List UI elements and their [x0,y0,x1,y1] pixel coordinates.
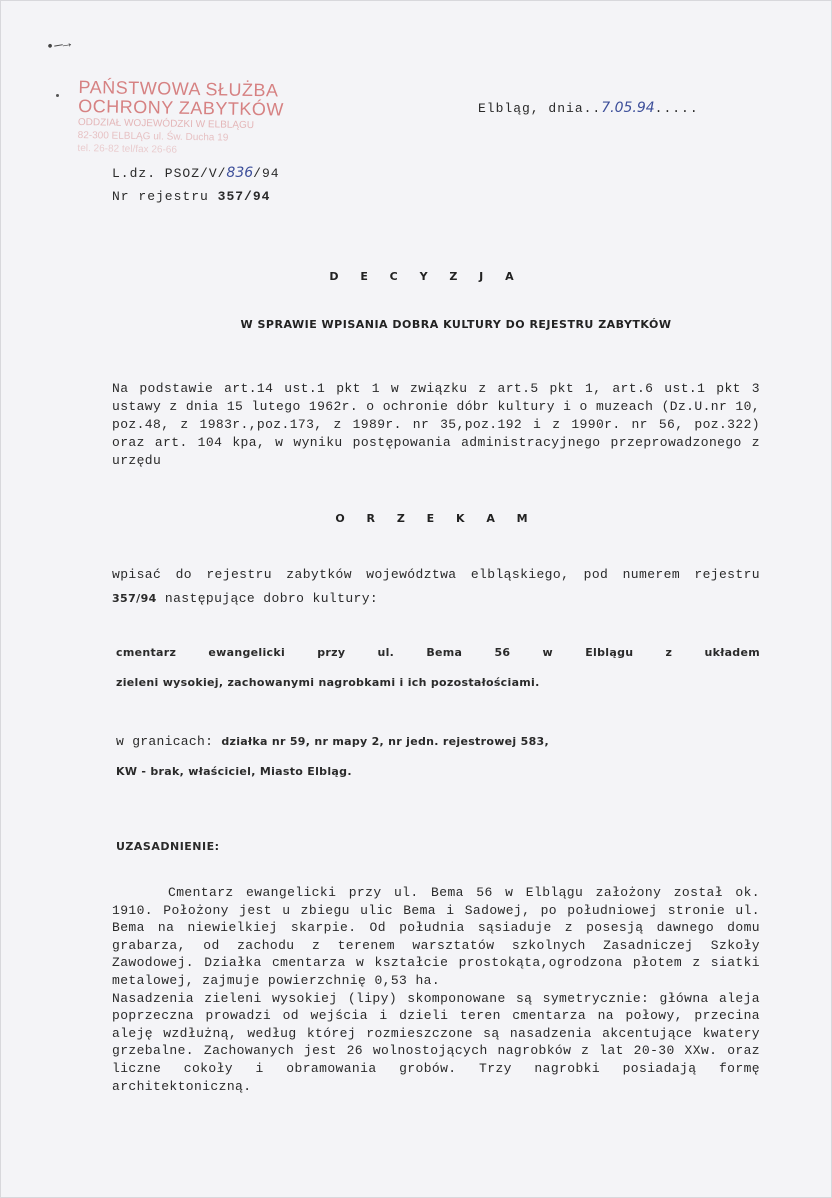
ruling-text-after: następujące dobro kultury: [164,591,379,606]
stamp-line-3: ODDZIAŁ WOJEWÓDZKI W ELBLĄGU [77,116,255,132]
bounds-block [116,727,760,787]
justification-part-1: Cmentarz ewangelicki przy ul. Bema 56 w Elblągu założony został ok. 1910. Położony jest u zbiegu ulic Bema i Sadowej, po południowej stronie ul. Bema na niewielkiej skarpie. Od południa sąsiaduje z posesją dawnego domu grabarza, od zachodu z terenem warsztatów szkolnych Zasadniczej Szkoły Zawodowej. Działka cmentarza w kształcie prostokąta,ogrodzona płotem z siatki metalowej, zajmuje powierzchnię 0,53 ha. [112,885,760,988]
object-line-2: zieleni wysokiej, zachowanymi nagrobkami i ich pozostałościami. [116,676,540,689]
place-date-suffix: ..... [654,101,699,116]
stamp-line-2: OCHRONY ZABYTKÓW [78,95,285,120]
place-and-date [478,100,699,116]
stamp-line-1: PAŃSTWOWA SŁUŻBA [78,76,279,101]
register-number: 357/94 [217,189,271,204]
bounds-owner: KW - brak, właściciel, Miasto Elbląg. [116,765,352,778]
bounds-line-1 [116,727,760,757]
object-line-1: cmentarz ewangelicki przy ul. Bema 56 w Elblągu z układem [116,646,760,659]
pen-mark: •—→ [44,35,73,57]
register-label: Nr rejestru [112,189,209,204]
legal-basis: Na podstawie art.14 ust.1 pkt 1 w związku z art.5 pkt 1, art.6 ust.1 pkt 3 ustawy z dnia 15 lutego 1962r. o ochronie dóbr kultury i o muzeach (Dz.U.nr 10, poz.48, z 1983r.,poz.173, z 1989r. nr 35,poz.192 i z 1990r. nr 56, poz.322) oraz art. 104 kpa, w wyniku postępowania administracyjnego przeprowadzonego z urzędu [112,381,760,468]
bounds-label: w granicach: [116,734,214,749]
ruling-text-before: wpisać do rejestru zabytków województwa elbląskiego, pod numerem rejestru [112,567,760,582]
justification-text [112,884,760,1095]
ruling-paragraph [112,563,760,611]
ldz-suffix: /94 [253,166,280,181]
ruling-heading: O R Z E K A M [335,512,537,525]
stamp-line-5: tel. 26-82 tel/fax 26-66 [77,142,178,156]
bounds-parcel: działka nr 59, nr mapy 2, nr jedn. rejestrowej 583, [221,735,549,748]
ruling-register-number: 357/94 [112,592,157,605]
office-stamp [77,78,308,159]
punch-dot [56,94,59,97]
handwritten-date: 7.05.94 [601,100,655,116]
ldz-number: 836 [226,165,254,181]
register-line [112,185,280,208]
bounds-line-2 [116,757,760,787]
ldz-prefix: L.dz. PSOZ/V/ [112,166,227,181]
document-subheading: W SPRAWIE WPISANIA DOBRA KULTURY DO REJESTRU ZABYTKÓW [240,318,672,331]
justification-heading: UZASADNIENIE: [116,840,220,853]
place-date-prefix: Elbląg, dnia.. [478,101,602,116]
ldz-line [112,162,280,185]
document-heading: D E C Y Z J A [329,270,523,283]
justification-part-2: Nasadzenia zieleni wysokiej (lipy) skomponowane są symetrycznie: główna aleja poprzeczna prowadzi od wejścia i dzieli teren cmentarza na połowy, przecina aleję wzdłużną, według której rozmieszczone są nasadzenia akcentujące kwatery grzebalne. Zachowanych jest 26 wolnostojących nagrobków z lat 20-30 XXw. oraz liczne cokoły i obramowania grobów. Trzy nagrobki posiadają formę architektoniczną. [112,990,760,1094]
reference-block [112,162,280,208]
stamp-line-4: 82-300 ELBLĄG ul. Św. Ducha 19 [77,129,229,144]
